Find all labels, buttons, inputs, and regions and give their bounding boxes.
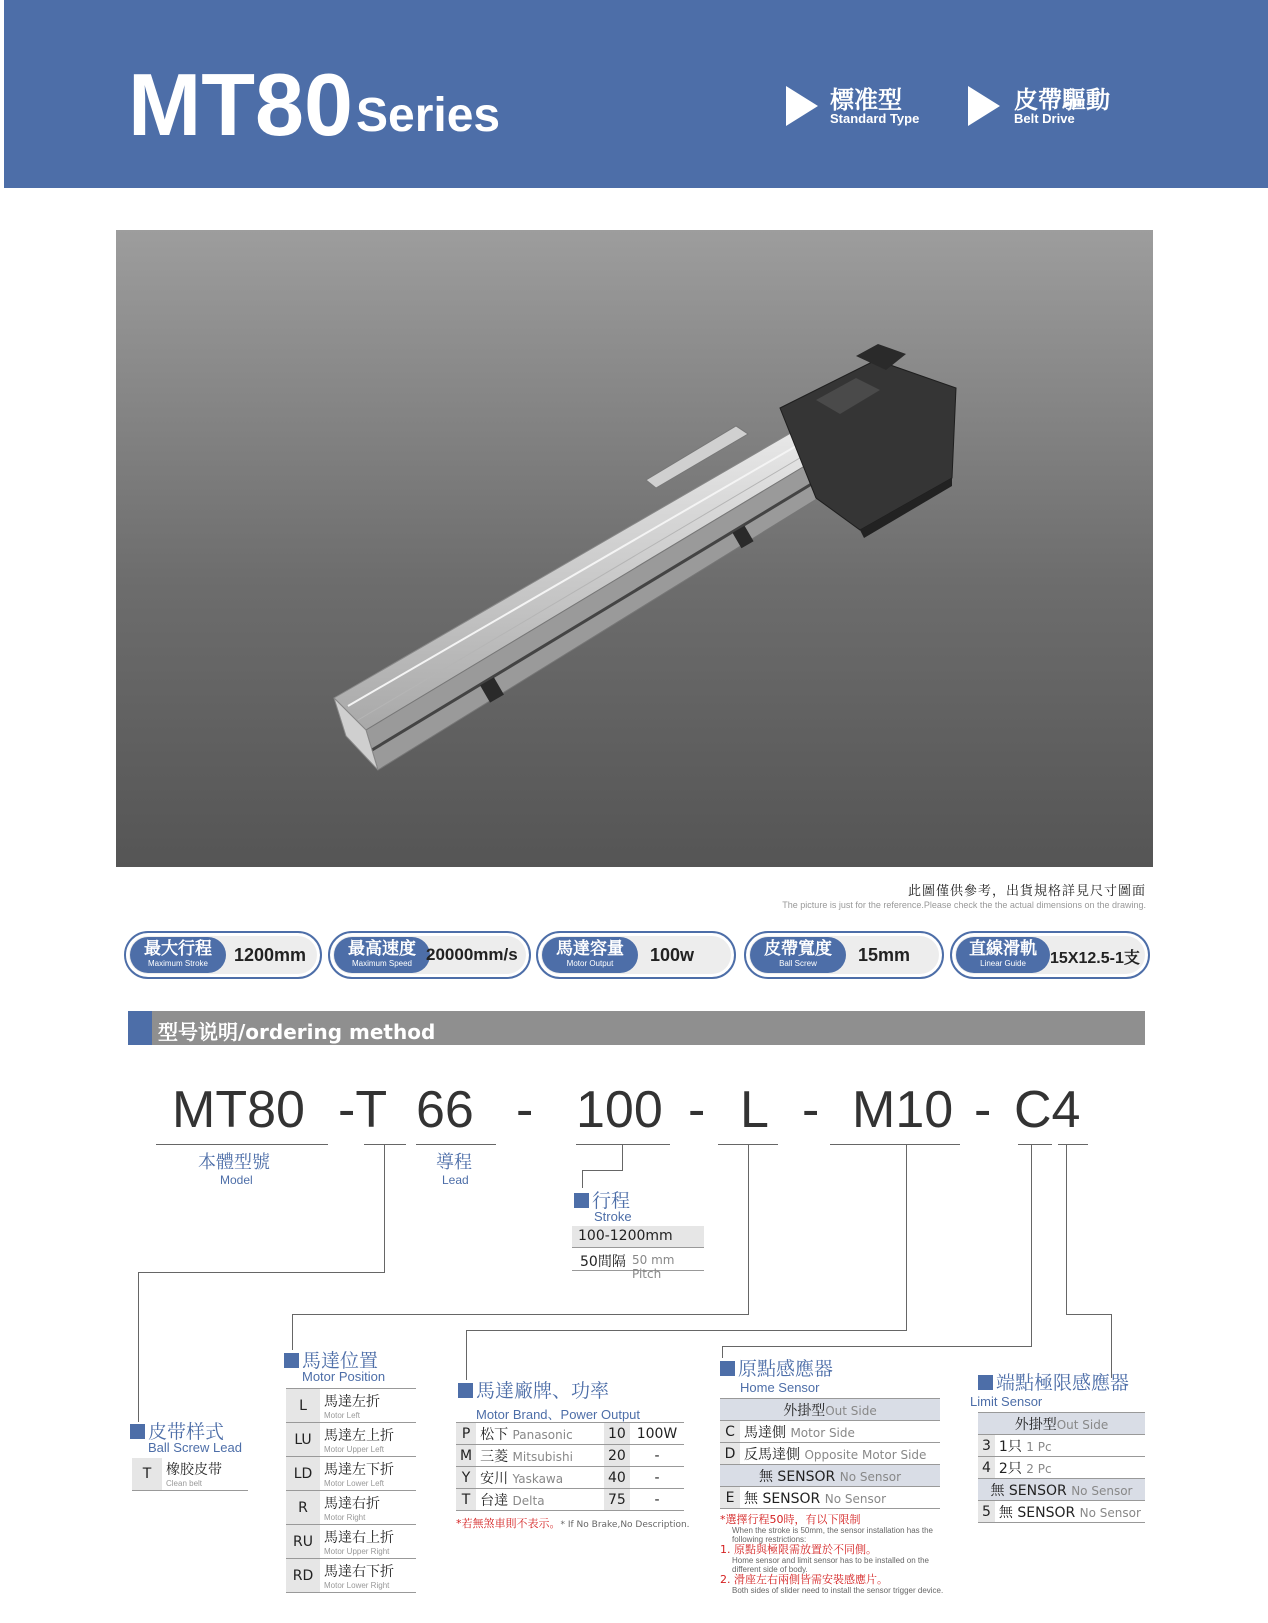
- code-dash: -: [688, 1081, 706, 1139]
- connector-line: [582, 1170, 622, 1171]
- code-stroke: 100: [576, 1081, 663, 1139]
- stroke-subtitle: Stroke: [594, 1209, 632, 1224]
- connector-line: [292, 1314, 293, 1350]
- belt-code: T: [132, 1458, 162, 1490]
- spec-linear-guide: [950, 931, 1150, 979]
- tag-standard-en: Standard Type: [830, 111, 920, 126]
- code-lead: 66: [416, 1081, 474, 1139]
- code-dash: -: [516, 1081, 534, 1139]
- table-row: T 台達 Delta 75 -: [456, 1489, 684, 1511]
- stroke-title: 行程: [574, 1186, 630, 1213]
- model-label-en: Model: [220, 1173, 253, 1187]
- table-row: LU 馬達左上折 Motor Upper Left: [286, 1423, 416, 1457]
- table-row: 5 無 SENSOR No Sensor: [978, 1501, 1145, 1523]
- square-bullet-icon: [130, 1424, 145, 1439]
- spec-value: 15X12.5-1支: [1050, 950, 1140, 967]
- tag-standard-zh: 標准型: [830, 86, 902, 114]
- code-underline: [576, 1144, 670, 1145]
- connector-line: [748, 1144, 749, 1314]
- code-underline: [1058, 1144, 1088, 1145]
- connector-line: [138, 1272, 139, 1422]
- stroke-restriction-notes: *選擇行程50時，有以下限制 When the stroke is 50mm, the sensor installation has the following restrictions: 1. 原點與極限需放置於不同側。 Home sensor and limit sensor has to be installed on the different side of body. 2. 滑座左右兩側皆需安裝感應片。 Both sides of slider need to install the sensor trigger device.: [720, 1513, 944, 1595]
- limit-sensor-subtitle: Limit Sensor: [970, 1394, 1043, 1409]
- spec-label-en: Motor Output: [566, 959, 614, 968]
- lead-label-en: Lead: [442, 1173, 469, 1187]
- play-triangle-icon: [786, 86, 818, 126]
- play-triangle-icon: [968, 86, 1000, 126]
- connector-line: [1031, 1144, 1032, 1346]
- tag-belt-en: Belt Drive: [1014, 111, 1075, 126]
- table-row: LD 馬達左下折 Motor Lower Left: [286, 1457, 416, 1491]
- model-label-zh: 本體型號: [198, 1152, 270, 1173]
- motor-brand-table: [456, 1422, 684, 1511]
- connector-line: [466, 1330, 467, 1380]
- code-motor: M10: [852, 1081, 954, 1139]
- reference-note-zh: 此圖僅供參考，出貨規格詳見尺寸圖面: [907, 884, 1146, 899]
- table-row: R 馬達右折 Motor Right: [286, 1491, 416, 1525]
- square-bullet-icon: [574, 1193, 589, 1208]
- square-bullet-icon: [284, 1353, 299, 1368]
- spec-max-speed: [328, 931, 531, 979]
- spec-max-stroke: [124, 931, 322, 979]
- code-underline: [364, 1144, 406, 1145]
- limit-sensor-title: 端點極限感應器: [978, 1368, 1129, 1395]
- spec-belt-width: [744, 931, 944, 979]
- spec-label-zh: 最高速度: [348, 939, 416, 959]
- stroke-pitch-en: 50 mm Pitch: [632, 1253, 675, 1281]
- code-sensor: C4: [1014, 1081, 1081, 1139]
- spec-label-zh: 皮帶寬度: [764, 939, 832, 959]
- motor-brand-subtitle: Motor Brand、Power Output: [476, 1407, 641, 1422]
- reference-note-en: The picture is just for the reference.Please check the the actual dimensions on the drawing.: [782, 900, 1146, 910]
- table-row: 外掛型Out Side: [720, 1399, 940, 1421]
- table-row: C 馬達側 Motor Side: [720, 1421, 940, 1443]
- table-row: D 反馬達側 Opposite Motor Side: [720, 1443, 940, 1465]
- motor-brand-title: 馬達廠牌、功率: [458, 1376, 609, 1403]
- table-row: 外掛型Out Side: [978, 1413, 1145, 1435]
- stroke-pitch-row: [572, 1249, 704, 1281]
- code-underline: [830, 1144, 960, 1145]
- table-row: [132, 1458, 248, 1490]
- code-underline: [156, 1144, 328, 1145]
- table-row: RU 馬達右上折 Motor Upper Right: [286, 1525, 416, 1559]
- code-model: MT80: [172, 1081, 305, 1139]
- connector-line: [906, 1144, 907, 1330]
- square-bullet-icon: [978, 1375, 993, 1390]
- table-row: E 無 SENSOR No Sensor: [720, 1487, 940, 1509]
- spec-label-zh: 最大行程: [144, 939, 212, 959]
- motor-position-title: 馬達位置: [284, 1346, 378, 1373]
- connector-line: [622, 1144, 623, 1171]
- table-row: P 松下 Panasonic 10 100W: [456, 1423, 684, 1445]
- spec-value: 15mm: [858, 945, 911, 965]
- spec-label-en: Ball Screw: [779, 959, 817, 968]
- code-dash: -: [974, 1081, 992, 1139]
- connector-line: [1066, 1144, 1067, 1314]
- belt-title: 皮带样式: [130, 1417, 224, 1444]
- motor-position-subtitle: Motor Position: [302, 1369, 386, 1384]
- connector-line: [722, 1346, 1032, 1347]
- connector-line: [138, 1272, 385, 1273]
- spec-label-en: Maximum Speed: [351, 959, 413, 968]
- series-title: MT80: [128, 55, 353, 154]
- limit-sensor-table: [978, 1412, 1145, 1523]
- lead-label-zh: 導程: [436, 1152, 472, 1173]
- connector-line: [384, 1144, 385, 1272]
- home-sensor-title: 原點感應器: [720, 1354, 833, 1381]
- square-bullet-icon: [720, 1361, 735, 1376]
- spec-value: 1200mm: [234, 945, 307, 965]
- spec-label-en: Linear Guide: [980, 959, 1026, 968]
- linear-actuator-illustration: [116, 230, 1153, 867]
- product-photo: [116, 230, 1153, 867]
- table-row: 3 1只 1 Pc: [978, 1435, 1145, 1457]
- motor-position-table: [286, 1388, 416, 1593]
- code-underline: [416, 1144, 496, 1145]
- table-row: 無 SENSOR No Sensor: [720, 1465, 940, 1487]
- series-subtitle: Series: [356, 89, 501, 142]
- stroke-range: 100-1200mm: [578, 1228, 673, 1244]
- spec-value: 100w: [650, 945, 695, 965]
- tag-belt-zh: 皮帶驅動: [1014, 86, 1110, 114]
- home-sensor-subtitle: Home Sensor: [740, 1380, 820, 1395]
- spec-label-zh: 直線滑軌: [969, 939, 1037, 959]
- table-row: M 三菱 Mitsubishi 20 -: [456, 1445, 684, 1467]
- spec-label-zh: 馬達容量: [556, 939, 624, 959]
- belt-desc: 橡胶皮带 Clean belt: [162, 1458, 248, 1490]
- stroke-pitch-zh: 50間隔: [580, 1254, 626, 1270]
- code-underline: [1018, 1144, 1052, 1145]
- brake-note: *若無煞車則不表示。* If No Brake,No Description.: [456, 1517, 690, 1530]
- home-sensor-table: [720, 1398, 940, 1509]
- code-position: L: [740, 1081, 769, 1139]
- square-bullet-icon: [458, 1383, 473, 1398]
- spec-label-en: Maximum Stroke: [147, 959, 208, 968]
- table-row: RD 馬達右下折 Motor Lower Right: [286, 1559, 416, 1593]
- spec-motor-output: [536, 931, 736, 979]
- table-row: 4 2只 2 Pc: [978, 1457, 1145, 1479]
- belt-table: [132, 1458, 248, 1491]
- spec-value: 20000mm/s: [426, 945, 518, 964]
- connector-line: [1066, 1314, 1112, 1315]
- code-type: -T: [338, 1081, 388, 1139]
- belt-subtitle: Ball Screw Lead: [148, 1440, 242, 1455]
- table-row: Y 安川 Yaskawa 40 -: [456, 1467, 684, 1489]
- table-row: 無 SENSOR No Sensor: [978, 1479, 1145, 1501]
- connector-line: [466, 1330, 907, 1331]
- code-dash: -: [802, 1081, 820, 1139]
- section-marker: [128, 1011, 152, 1045]
- stroke-range-row: [572, 1226, 704, 1248]
- section-title: 型号说明/ordering method: [158, 1020, 436, 1044]
- table-row: L 馬達左折 Motor Left: [286, 1389, 416, 1423]
- connector-line: [292, 1314, 749, 1315]
